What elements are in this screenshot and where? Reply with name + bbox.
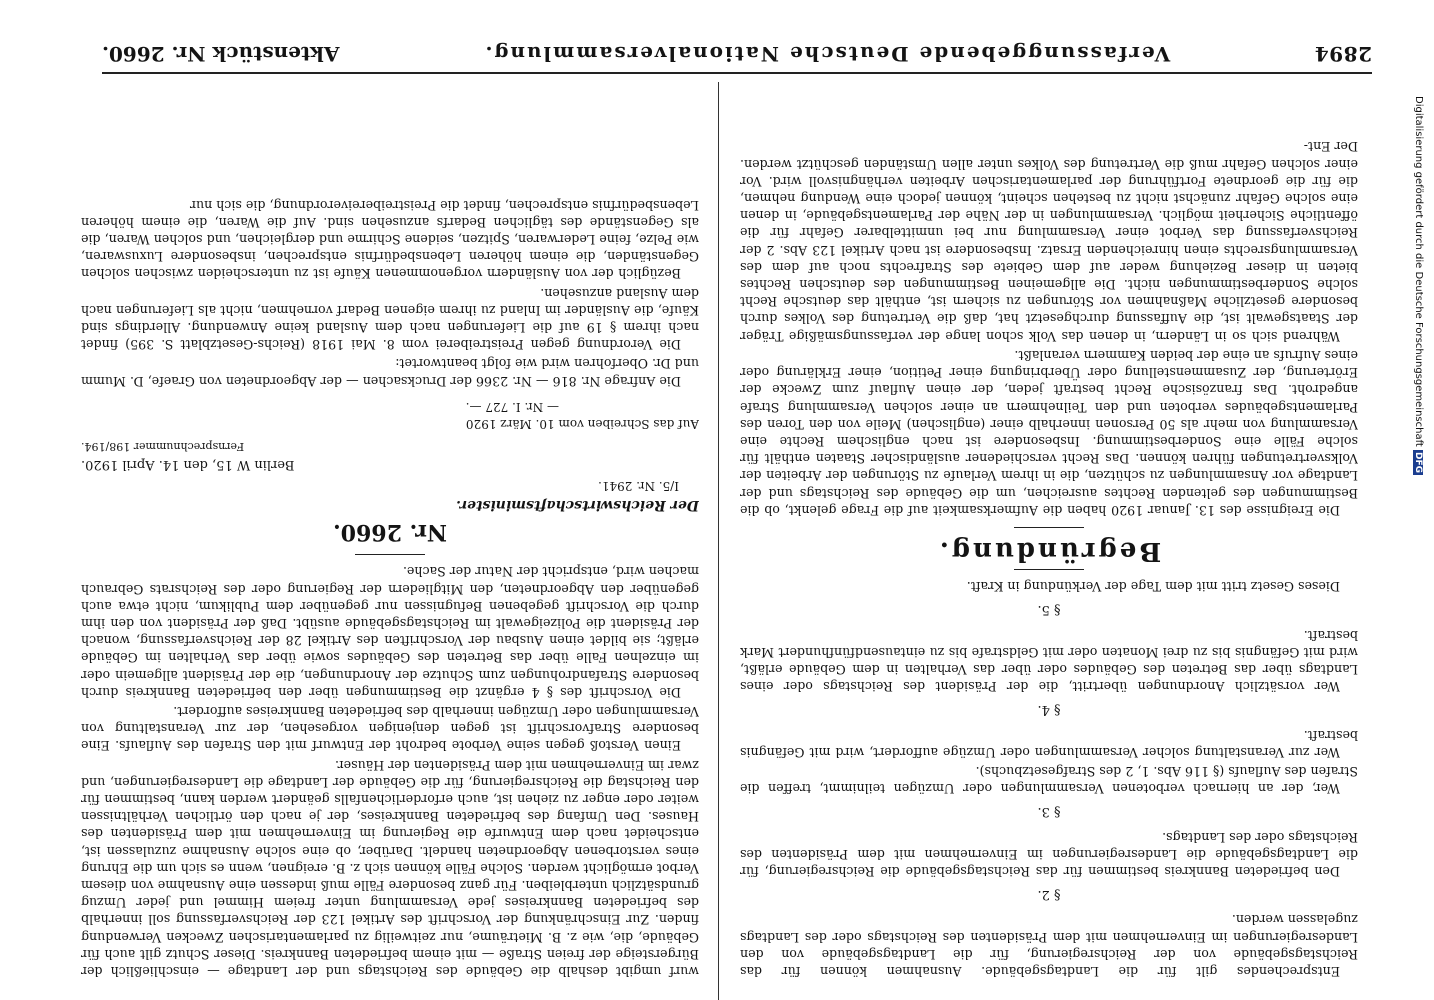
paragraph: Dieses Gesetz tritt mit dem Tage der Verkündung in Kraft.	[966, 579, 1340, 595]
section-heading: Begründung.	[936, 535, 1162, 566]
paragraph: Während sich so in Ländern, in denen das Volk schon lange der verfassungsmäßige Träger der Staatsgewalt ist, die Auffassung durchgesetzt hat, daß die Vertretung des Volkes durch besondere gesetzliche Maßnahmen vor Störungen zu sichern ist, enthält das deutsche Recht solche Sonderbestimmungen nicht. Die allgemeinen Bestimmungen des deutschen Rechtes bieten in dieser Beziehung weder auf dem Gebiete des Strafrechts noch auf dem des Versammlungsrechts einen hinreichenden Ersatz. Insbesondere ist nach Artikel 123 Abs. 2 der Reichsverfassung das Verbot einer Versammlung nur bei unmittelbarer Gefahr für die öffentliche Sicherheit möglich. Versammlungen in der Nähe der Parlamentsgebäude, in denen eine solche Gefahr zunächst nicht zu bestehen scheint, können jedoch eine Wendung nehmen, die für die geordnete Fortführung der parlamentarischen Arbeiten verhängnisvoll wird. Vor einer solchen Gefahr muß die Vertretung des Volkes unter allen Umständen geschützt werden. Der Ent-	[740, 139, 1358, 344]
separator-rule	[355, 554, 425, 555]
paragraph: Die Vorschrift des § 4 ergänzt die Bestimmungen über den befriedeten Bannkreis durch besondere Strafandrohungen zum Schutze der Anordnungen, die der Präsident allgemein oder im einzelnen Falle über das Betreten des Gebäudes sowie über das Verhalten im Gebäude erläßt; sie bildet einen Ausbau der Vorschriften des Artikel 28 der Reichsverfassung, wonach der Präsident die Polizeigewalt im Reichstagsgebäude ausübt. Daß der Präsident von den ihm durch die Vorschrift gegebenen Befugnissen nur gegenüber dem Publikum, nicht etwa auch gegenüber den Abgeordneten, den Mitgliedern der Regierung oder des Reichsrats Gebrauch machen wird, entspricht der Natur der Sache.	[81, 564, 699, 700]
section-number: § 5.	[1037, 602, 1061, 618]
paragraph: Die Ereignisse des 13. Januar 1920 haben die Aufmerksamkeit auf die Frage gelenkt, ob die Bestimmungen des geltenden Rechtes ausreichen, um die Gebäude des Reichstags und der Landtage vor Ansammlungen zu schützen, die in ihrem Verlaufe zu Störungen der Arbeiten der Volksvertretungen führen können. Das Recht verschiedener ausländischer Staaten enthält für solche Fälle eine Sonderbestimmung. Insbesondere ist nach englischem Rechte eine Versammlung von mehr als 50 Personen innerhalb einer (englischen) Meile von den Toren des Parlamentsgebäudes verboten und den Teilnehmern an einer solchen Versammlung Strafe angedroht. Das französische Recht bestraft jeden, der einen Auflauf zum Zwecke der Erörterung, der Zusammenstellung oder Überbringung einer Petition, einer Erklärung oder eines Aufrufs an eine der beiden Kammern veranlaßt.	[740, 347, 1358, 518]
page-header	[102, 42, 1372, 66]
document-title: Verfassunggebende Deutsche Nationalversammlung.	[483, 42, 1171, 66]
section-number: § 4.	[1037, 702, 1061, 718]
paragraph: Den befriedeten Bannkreis bestimmen für das Reichstagsgebäude die Reichsregierung, für die Landtagsgebäude die Landesregierungen im Einvernehmen mit dem Präsidenten des Reichstags oder des Landtags.	[740, 829, 1358, 879]
separator-rule	[1014, 527, 1084, 528]
credit-text: Digitalisierung gefördert durch die Deutsche Forschungsgemeinschaft	[1413, 96, 1424, 447]
page-number: 2894	[1314, 42, 1372, 66]
paragraph: Wer, der an hiernach verbotenen Versammlungen oder Umzügen teilnimmt, treffen die Strafen des Auflaufs (§ 116 Abs. 1, 2 des Strafgesetzbuchs).	[740, 763, 1358, 797]
right-column	[81, 80, 699, 980]
digitization-credit	[1412, 96, 1424, 996]
sender: Der Reichswirtschaftsminister.	[456, 496, 699, 513]
paragraph: Entsprechendes gilt für die Landtagsgebäude. Ausnahmen können für das Reichstagsgebäude von der Reichsregierung, für die Landtagsgebäude von den Landesregierungen im Einvernehmen mit dem Präsidenten des Reichstags oder des Landtags zugelassen werden.	[740, 912, 1358, 979]
paragraph: Bezüglich der von Ausländern vorgenommenen Käufe ist zu unterscheiden zwischen solchen Gegenständen, die einem höheren Lebensbedürfnis entsprechen, insbesondere Luxuswaren, wie Pelze, feine Lederwaren, Spitzen, seidene Schirme und dergleichen, und solchen Waren, die als Gegenstände des täglichen Bedarfs anzusehen sind. Auf die Waren, die einem höheren Lebensbedürfnis entsprechen, findet die Preistreibereiverordnung, die sich nur	[81, 197, 699, 282]
paragraph: Einen Verstoß gegen seine Verbote bedroht der Entwurf mit den Strafen des Auflaufs. Eine besondere Strafvorschrift ist gegen denjenigen vorgesehen, der zur Veranstaltung von Versammlungen oder Umzügen innerhalb des befriedeten Bannkreises auffordert.	[81, 703, 699, 754]
paragraph: Die Verordnung gegen Preistreiberei vom 8. Mai 1918 (Reichs-Gesetzblatt S. 395) findet nach ihrem § 19 auf die Lieferungen nach dem Ausland keine Anwendung. Allerdings sind Käufe, die Ausländer im Inland zu ihrem eigenen Bedarf vornehmen, nicht als Lieferungen nach dem Ausland anzusehen.	[81, 285, 699, 353]
document-number: Nr. 2660.	[333, 519, 447, 546]
paragraph: Wer vorsätzlich Anordnungen übertritt, die der Präsident des Reichstags oder eines Landtags über das Betreten des Gebäudes oder über das Verhalten in dem Gebäude erläßt, wird mit Gefängnis bis zu drei Monaten oder mit Geldstrafe bis zu eintausendfünfhundert Mark bestraft.	[740, 627, 1358, 695]
dateline: Berlin W 15, den 14. April 1920.	[81, 456, 295, 472]
letter-reference-number: — Nr. I. 727 —.	[465, 399, 559, 414]
left-column	[740, 80, 1358, 980]
document-reference: Aktenstück Nr. 2660.	[102, 42, 340, 66]
paragraph: wurf umgibt deshalb die Gebäude des Reichstags und der Landtage — einschließlich der Bürgersteige der freien Straße — mit einem befriedeten Bannkreis. Dieser Schutz gilt auch für Gebäude, die, wie z. B. Mieträume, nur zeitweilig zu parlamentarischen Zwecken Verwendung finden. Zur Einschränkung der Vorschrift des Artikel 123 der Reichsverfassung soll innerhalb des befriedeten Bannkreises jede Versammlung unter freiem Himmel und jeder Umzug grundsätzlich unterbleiben. Für ganz besondere Fälle muß indessen eine Ausnahme von diesem Verbot ermöglicht werden. Solche Fälle können sich z. B. ereignen, wenn es sich um die Ehrung eines verstorbenen Abgeordneten handelt. Darüber, ob eine solche Ausnahme zuzulassen ist, entscheidet nach dem Entwurfe die Regierung im Einvernehmen mit dem Präsidenten des Hauses. Den Umfang des befriedeten Bannkreises, der je nach den örtlichen Verhältnissen weiter oder enger zu ziehen ist, auch erforderlichenfalls geändert werden kann, bestimmen für den Reichstag die Reichsregierung, für die Gebäude der Landtage die Landesregierungen, und zwar im Einvernehmen mit dem Präsidenten der Häuser.	[81, 757, 699, 979]
letter-reference: Auf das Schreiben vom 10. März 1920	[465, 417, 699, 432]
paragraph: Die Anfrage Nr. 816 — Nr. 2366 der Drucksachen — der Abgeordneten von Graefe, D. Mumm und Dr. Oberfohren wird wie folgt beantwortet:	[81, 356, 699, 389]
section-number: § 3.	[1037, 804, 1061, 820]
file-reference: I/5. Nr. 2941.	[598, 478, 679, 493]
separator-rule	[1014, 569, 1084, 570]
dfg-logo: DFG	[1413, 452, 1423, 474]
phone-number: Fernsprechnummer 198/194.	[81, 440, 245, 454]
paragraph: Wer zur Veranstaltung solcher Versammlungen oder Umzüge auffordert, wird mit Gefängnis bestraft.	[740, 727, 1358, 760]
column-divider	[718, 82, 719, 1000]
section-number: § 2.	[1037, 887, 1061, 903]
header-rule	[102, 72, 1372, 74]
